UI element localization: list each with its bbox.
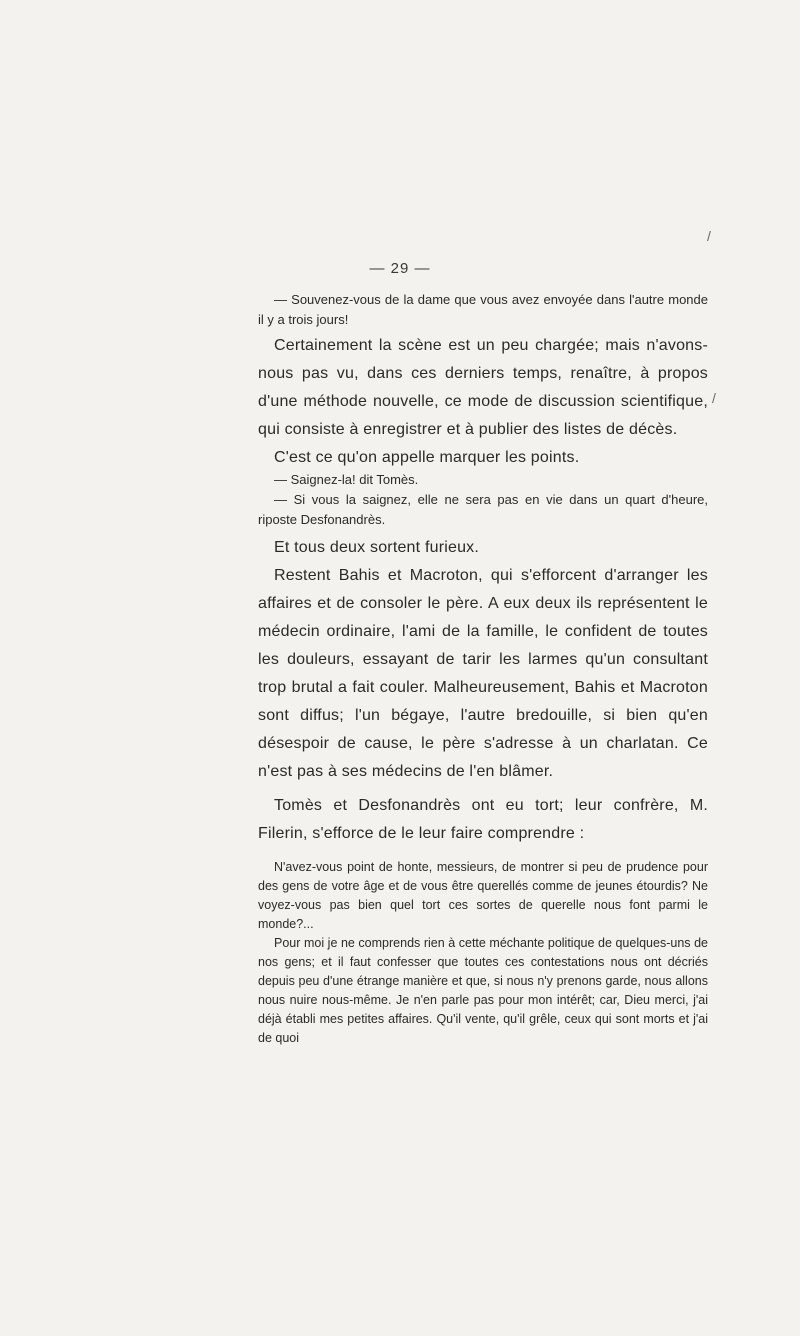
quoted-speech [258,858,708,1048]
page-number: — 29 — [369,260,431,277]
paragraph: Et tous deux sortent furieux. [274,539,480,556]
quote-paragraph: N'avez-vous point de honte, messieurs, de montrer si peu de prudence pour des gens de votre âge et de vous être querellés comme de jeunes étourdis? Ne voyez-vous pas bien quel tort ces sortes de querelle nous font parmi le monde?... [258,860,708,931]
opening-dialogue [258,290,708,330]
dialogue-section-2 [258,470,708,530]
dialogue-line: — Saignez-la! dit Tomès. [274,472,419,487]
stray-mark: / [707,228,711,244]
dialogue-line: — Si vous la saignez, elle ne sera pas en vie dans un quart d'heure, riposte Desfonandrès. [258,492,708,527]
dialogue-line: — Souvenez-vous de la dame que vous avez envoyée dans l'autre monde il y a trois jours! [258,292,708,327]
narrative-section-1 [258,332,708,472]
paragraph: C'est ce qu'on appelle marquer les points. [274,449,580,466]
quote-paragraph: Pour moi je ne comprends rien à cette méchante politique de quelques-uns de nos gens; et il faut confesser que toutes ces contestations nous ont décriés depuis peu d'une étrange manière et que, si nous n'y prenons garde, nous allons nous nuire nous-même. Je n'en parle pas pour mon intérêt; car, Dieu merci, j'ai déjà établi mes petites affaires. Qu'il vente, qu'il grêle, ceux qui sont morts et j'ai de quoi [258,936,708,1045]
stray-mark: / [712,390,716,406]
narrative-section-2 [258,534,708,786]
paragraph: Tomès et Desfonandrès ont eu tort; leur confrère, M. Filerin, s'efforce de le leur faire comprendre : [258,797,708,842]
paragraph: Restent Bahis et Macroton, qui s'efforcent d'arranger les affaires et de consoler le père. A eux deux ils représentent le médecin ordinaire, l'ami de la famille, le confident de toutes les douleurs, essayant de tarir les larmes qu'un consultant trop brutal a fait couler. Malheureusement, Bahis et Macroton sont diffus; l'un bégaye, l'autre bredouille, si bien qu'en désespoir de cause, le père s'adresse à un charlatan. Ce n'est pas à ses médecins de l'en blâmer. [258,567,708,780]
narrative-section-3 [258,792,708,848]
paragraph: Certainement la scène est un peu chargée; mais n'avons-nous pas vu, dans ces derniers temps, renaître, à propos d'une méthode nouvelle, ce mode de discussion scientifique, qui consiste à enregistrer et à publier des listes de décès. [258,337,708,438]
